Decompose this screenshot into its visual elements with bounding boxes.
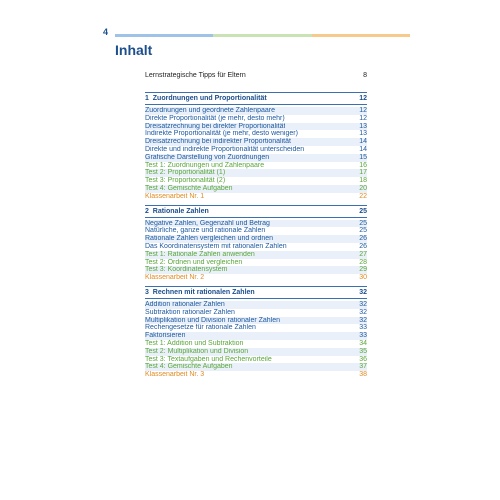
toc-entry[interactable] [145, 227, 367, 235]
section-heading[interactable] [145, 92, 367, 105]
toc-entry[interactable] [145, 185, 367, 193]
toc-entry-page: 29 [359, 266, 367, 274]
toc-entry-label: Test 1: Zuordnungen und Zahlenpaare [145, 161, 265, 169]
toc-entry-page: 14 [359, 138, 367, 146]
toc-entry[interactable] [145, 193, 367, 201]
toc-entry[interactable] [145, 371, 367, 379]
toc-entry-label: Natürliche, ganze und rationale Zahlen [145, 227, 266, 235]
toc-entry[interactable] [145, 169, 367, 177]
section-heading[interactable] [145, 205, 367, 218]
toc-entry-page: 20 [359, 184, 367, 192]
toc-entry-page: 12 [359, 107, 367, 114]
toc-entry-page: 16 [359, 161, 367, 169]
toc-entry[interactable] [145, 162, 367, 170]
accent-segment-orange [312, 34, 410, 37]
toc-entry-page: 13 [359, 130, 367, 138]
toc-entry[interactable] [145, 309, 367, 317]
toc-entry-page: 36 [359, 355, 367, 363]
toc-entry-page: 33 [359, 332, 367, 340]
toc-entry-page: 38 [359, 371, 367, 379]
toc-entry-page: 30 [359, 274, 367, 282]
toc-intro-label: Lernstrategische Tipps für Eltern [145, 72, 246, 79]
toc-entry-page: 26 [359, 235, 367, 243]
toc-entry[interactable] [145, 146, 367, 154]
toc-entry-label: Test 2: Multiplikation und Division [145, 347, 249, 355]
toc-intro-page: 8 [363, 72, 367, 79]
toc-sections [145, 92, 367, 379]
toc-entry-page: 28 [359, 258, 367, 266]
accent-segment-green [213, 34, 311, 37]
toc-entry-page: 26 [359, 242, 367, 250]
toc-entry-page: 32 [359, 316, 367, 324]
toc-entry-page: 32 [359, 300, 367, 308]
section-page: 25 [359, 207, 367, 215]
toc-entry-label: Dreisatzrechnung bei indirekter Proportionalität [145, 138, 291, 146]
toc-entry[interactable] [145, 301, 367, 309]
toc-entry-label: Test 3: Koordinatensystem [145, 266, 228, 274]
toc-entry-page: 22 [359, 192, 367, 200]
top-accent-bar [115, 34, 410, 37]
section-heading[interactable] [145, 286, 367, 299]
toc-entry-label: Faktorisieren [145, 332, 186, 340]
toc-entry[interactable] [145, 274, 367, 282]
toc-entry-page: 18 [359, 177, 367, 185]
toc-entry-page: 25 [359, 219, 367, 227]
toc-entry-label: Test 2: Ordnen und vergleichen [145, 258, 243, 266]
toc-entry-page: 35 [359, 347, 367, 355]
toc-entry[interactable] [145, 243, 367, 251]
toc-entry-page: 13 [359, 122, 367, 130]
toc-entry-page: 33 [359, 324, 367, 332]
page-title: Inhalt [115, 42, 153, 58]
toc-entry-label: Indirekte Proportionalität (je mehr, desto weniger) [145, 130, 298, 138]
toc-entry[interactable] [145, 220, 367, 228]
toc-section [145, 205, 367, 282]
toc-entry-page: 27 [359, 250, 367, 258]
toc-entry-label: Test 3: Proportionalität (2) [145, 177, 226, 185]
toc-entry[interactable] [145, 332, 367, 340]
toc-entry-label: Dreisatzrechnung bei direkter Proportionalität [145, 122, 286, 130]
toc-entry-label: Klassenarbeit Nr. 3 [145, 371, 205, 379]
toc-entry[interactable] [145, 266, 367, 274]
toc-entry-label: Negative Zahlen, Gegenzahl und Betrag [145, 219, 270, 227]
toc-entry-page: 17 [359, 169, 367, 177]
toc-entry-label: Direkte und indirekte Proportionalität unterscheiden [145, 145, 305, 153]
toc-section [145, 286, 367, 379]
toc-entry[interactable] [145, 115, 367, 123]
toc-entry[interactable] [145, 235, 367, 243]
toc-entry-label: Multiplikation und Division rationaler Zahlen [145, 316, 281, 324]
toc-entry[interactable] [145, 356, 367, 364]
toc-entry-label: Test 3: Textaufgaben und Rechenvorteile [145, 355, 272, 363]
section-page: 12 [359, 95, 367, 102]
toc-entry-label: Test 4: Gemischte Aufgaben [145, 184, 233, 192]
toc-entry[interactable] [145, 363, 367, 371]
toc-section [145, 92, 367, 201]
toc-entry-page: 32 [359, 308, 367, 316]
toc-entry-page: 15 [359, 153, 367, 161]
toc-entry-page: 34 [359, 339, 367, 347]
toc-entry-page: 37 [359, 363, 367, 371]
section-title: 1 Zuordnungen und Proportionalität [145, 95, 267, 102]
toc-entry[interactable] [145, 259, 367, 267]
toc-entry-label: Addition rationaler Zahlen [145, 300, 225, 308]
section-page: 32 [359, 288, 367, 296]
toc-entry[interactable] [145, 130, 367, 138]
toc-entry[interactable] [145, 123, 367, 131]
section-title: 3 Rechnen mit rationalen Zahlen [145, 288, 255, 296]
toc-entry[interactable] [145, 251, 367, 259]
toc-entry[interactable] [145, 154, 367, 162]
toc-entry-label: Subtraktion rationaler Zahlen [145, 308, 235, 316]
toc-entry-label: Klassenarbeit Nr. 1 [145, 192, 205, 200]
toc-entry-label: Zuordnungen und geordnete Zahlenpaare [145, 107, 275, 114]
toc-entry-label: Klassenarbeit Nr. 2 [145, 274, 205, 282]
toc-entry[interactable] [145, 340, 367, 348]
toc-intro-entry[interactable] [145, 72, 367, 79]
toc-entry-page: 12 [359, 114, 367, 122]
toc-entry-label: Test 2: Proportionalität (1) [145, 169, 226, 177]
toc-entry[interactable] [145, 348, 367, 356]
toc-entry[interactable] [145, 107, 367, 115]
toc-entry-label: Rechengesetze für rationale Zahlen [145, 324, 256, 332]
toc-entry[interactable] [145, 317, 367, 325]
toc-entry[interactable] [145, 324, 367, 332]
toc-entry[interactable] [145, 177, 367, 185]
toc-entry-label: Das Koordinatensystem mit rationalen Zahlen [145, 242, 287, 250]
table-of-contents [145, 72, 367, 383]
toc-entry[interactable] [145, 138, 367, 146]
toc-entry-label: Rationale Zahlen vergleichen und ordnen [145, 235, 274, 243]
toc-entry-page: 25 [359, 227, 367, 235]
toc-entry-label: Test 1: Addition und Subtraktion [145, 339, 244, 347]
toc-entry-label: Direkte Proportionalität (je mehr, desto mehr) [145, 114, 285, 122]
section-title: 2 Rationale Zahlen [145, 207, 209, 215]
toc-entry-page: 14 [359, 145, 367, 153]
toc-entry-label: Grafische Darstellung von Zuordnungen [145, 153, 270, 161]
toc-entry-label: Test 4: Gemischte Aufgaben [145, 363, 233, 371]
toc-entry-label: Test 1: Rationale Zahlen anwenden [145, 250, 255, 258]
page-number: 4 [103, 27, 109, 37]
accent-segment-blue [115, 34, 213, 37]
